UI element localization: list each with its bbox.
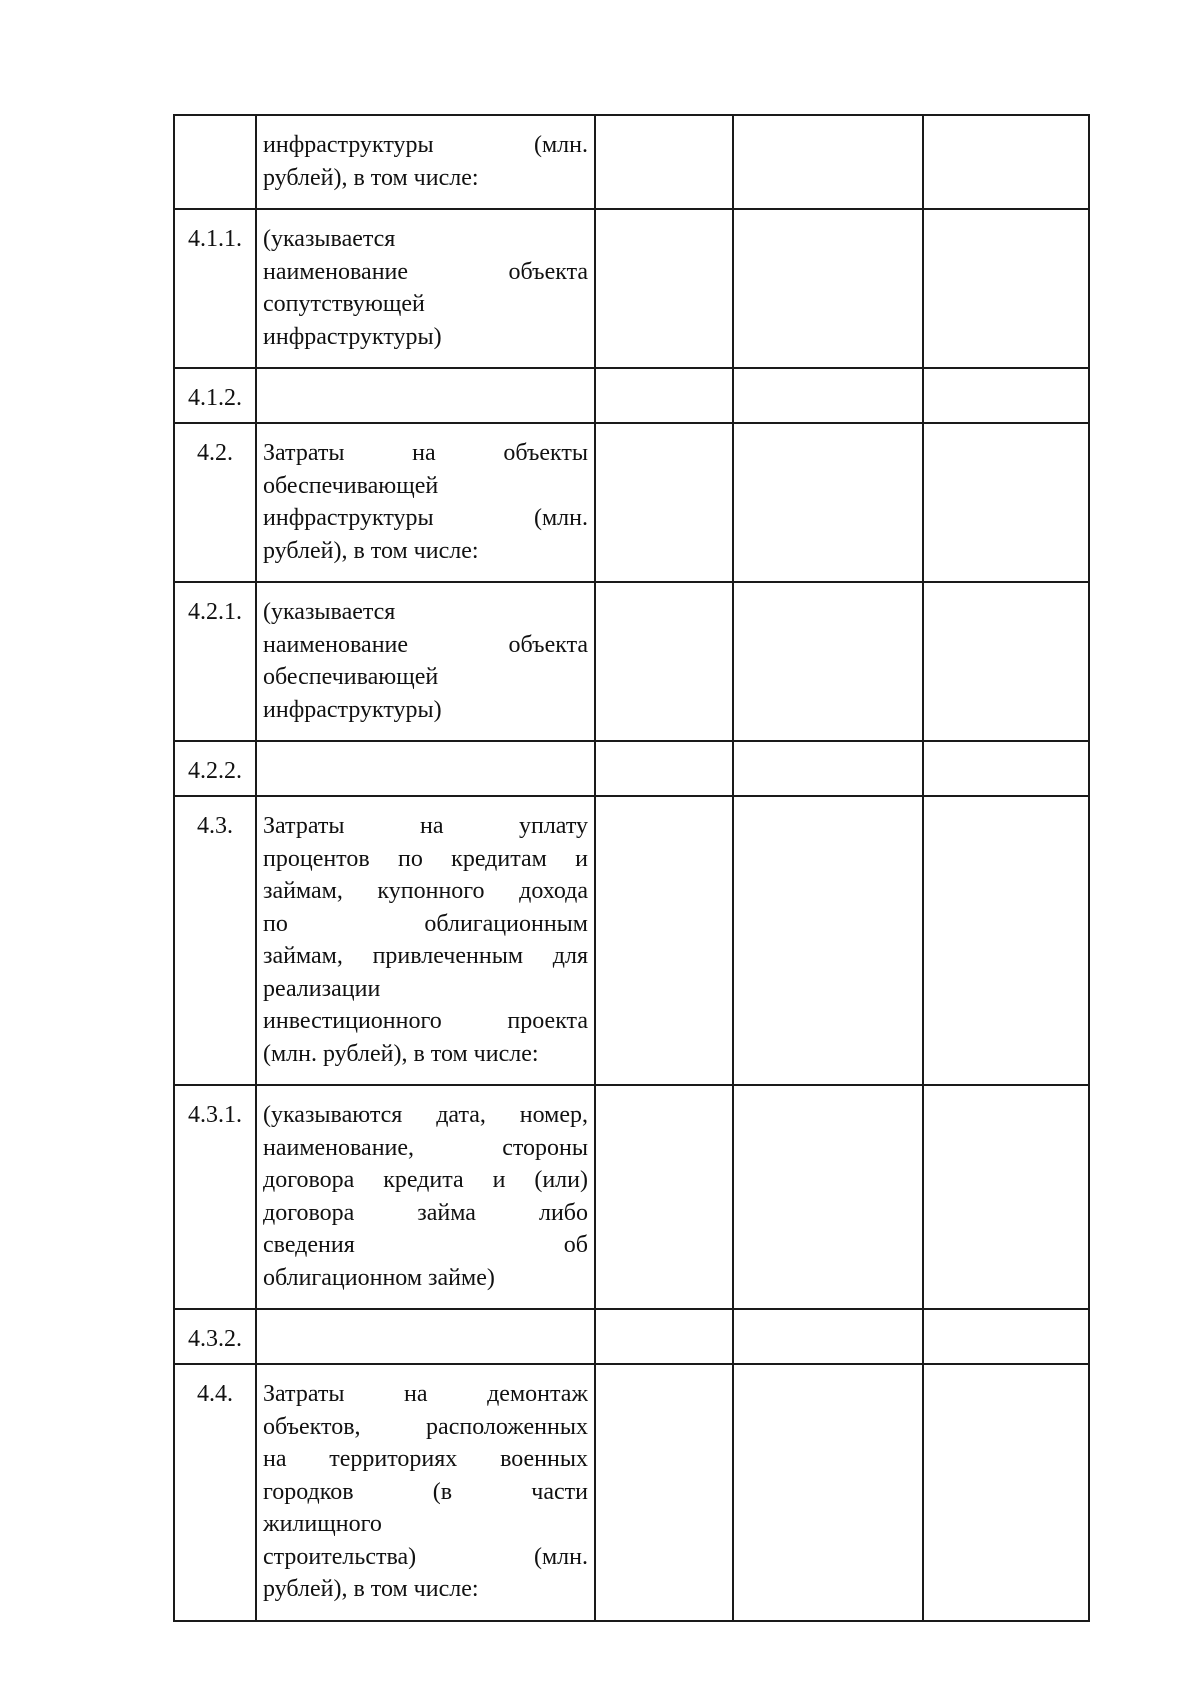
value-cell — [595, 423, 733, 582]
row-number-cell: 4.2.1. — [174, 582, 256, 741]
description-line: облигационном займе) — [263, 1264, 495, 1291]
description-line: сведения об — [263, 1232, 588, 1258]
description-line: Затраты на объекты — [263, 440, 588, 466]
row-description-cell — [256, 582, 595, 741]
value-cell — [733, 368, 923, 423]
table-row — [174, 741, 1089, 796]
value-cell — [923, 1309, 1089, 1364]
row-description-cell — [256, 741, 595, 796]
value-cell — [595, 796, 733, 1085]
description-line: инфраструктуры (млн. — [263, 132, 588, 158]
description-line: на территориях военных — [263, 1446, 588, 1472]
row-description-cell — [256, 1309, 595, 1364]
value-cell — [923, 741, 1089, 796]
value-cell — [923, 582, 1089, 741]
row-number-cell: 4.4. — [174, 1364, 256, 1621]
row-number-cell — [174, 115, 256, 209]
description-line: (указываются дата, номер, — [263, 1102, 588, 1128]
description-line: обеспечивающей — [263, 472, 439, 499]
description-line: инвестиционного проекта — [263, 1008, 588, 1034]
table-row — [174, 368, 1089, 423]
description-line: реализации — [263, 975, 381, 1002]
value-cell — [733, 423, 923, 582]
table-row — [174, 1309, 1089, 1364]
value-cell — [733, 796, 923, 1085]
value-cell — [923, 1364, 1089, 1621]
value-cell — [595, 1309, 733, 1364]
description-line: рублей), в том числе: — [263, 1576, 479, 1602]
description-line: Затраты на уплату — [263, 813, 588, 839]
row-number-cell: 4.1.2. — [174, 368, 256, 423]
description-line: сопутствующей — [263, 291, 425, 317]
row-description-cell — [256, 796, 595, 1085]
table-row — [174, 423, 1089, 582]
row-number-cell: 4.2.2. — [174, 741, 256, 796]
value-cell — [733, 1364, 923, 1621]
value-cell — [923, 368, 1089, 423]
value-cell — [595, 368, 733, 423]
description-line: займам, купонного дохода — [263, 878, 588, 904]
table-row — [174, 1085, 1089, 1309]
row-description-cell — [256, 1364, 595, 1621]
description-line: инфраструктуры) — [263, 696, 442, 723]
value-cell — [923, 115, 1089, 209]
description-line: рублей), в том числе: — [263, 537, 479, 564]
description-line: (указывается — [263, 226, 396, 252]
row-description-cell — [256, 115, 595, 209]
description-line: (указывается — [263, 599, 396, 625]
description-line: наименование объекта — [263, 631, 588, 658]
row-description-cell — [256, 209, 595, 368]
value-cell — [923, 1085, 1089, 1309]
description-line: объектов, расположенных — [263, 1413, 588, 1440]
value-cell — [595, 115, 733, 209]
row-description-cell — [256, 368, 595, 423]
value-cell — [733, 1085, 923, 1309]
description-line: строительства) (млн. — [263, 1543, 588, 1570]
description-line: по облигационным — [263, 910, 588, 937]
row-description-cell — [256, 1085, 595, 1309]
value-cell — [733, 115, 923, 209]
description-line: займам, привлеченным для — [263, 943, 588, 969]
row-number-cell: 4.1.1. — [174, 209, 256, 368]
table-row — [174, 1364, 1089, 1621]
value-cell — [923, 423, 1089, 582]
description-line: наименование, стороны — [263, 1134, 588, 1161]
row-description-cell — [256, 423, 595, 582]
description-line: инфраструктуры (млн. — [263, 505, 588, 531]
value-cell — [595, 1085, 733, 1309]
value-cell — [923, 209, 1089, 368]
row-number-cell: 4.3. — [174, 796, 256, 1085]
description-line: городков (в части — [263, 1478, 588, 1505]
value-cell — [595, 582, 733, 741]
row-number-cell: 4.2. — [174, 423, 256, 582]
value-cell — [733, 1309, 923, 1364]
row-number-cell: 4.3.1. — [174, 1085, 256, 1309]
description-line: обеспечивающей — [263, 664, 439, 690]
description-line: наименование объекта — [263, 258, 588, 285]
description-line: договора займа либо — [263, 1199, 588, 1226]
table-row — [174, 209, 1089, 368]
description-line: инфраструктуры) — [263, 323, 442, 350]
value-cell — [733, 741, 923, 796]
description-line: рублей), в том числе: — [263, 164, 479, 191]
description-line: договора кредита и (или) — [263, 1167, 588, 1193]
value-cell — [595, 209, 733, 368]
row-number-cell: 4.3.2. — [174, 1309, 256, 1364]
value-cell — [923, 796, 1089, 1085]
description-line: Затраты на демонтаж — [263, 1381, 588, 1407]
description-line: (млн. рублей), в том числе: — [263, 1040, 539, 1067]
value-cell — [595, 1364, 733, 1621]
document-table — [173, 114, 1090, 1622]
value-cell — [595, 741, 733, 796]
table-row — [174, 796, 1089, 1085]
value-cell — [733, 582, 923, 741]
value-cell — [733, 209, 923, 368]
description-line: жилищного — [263, 1511, 382, 1537]
table-row — [174, 582, 1089, 741]
table-row — [174, 115, 1089, 209]
description-line: процентов по кредитам и — [263, 845, 588, 872]
